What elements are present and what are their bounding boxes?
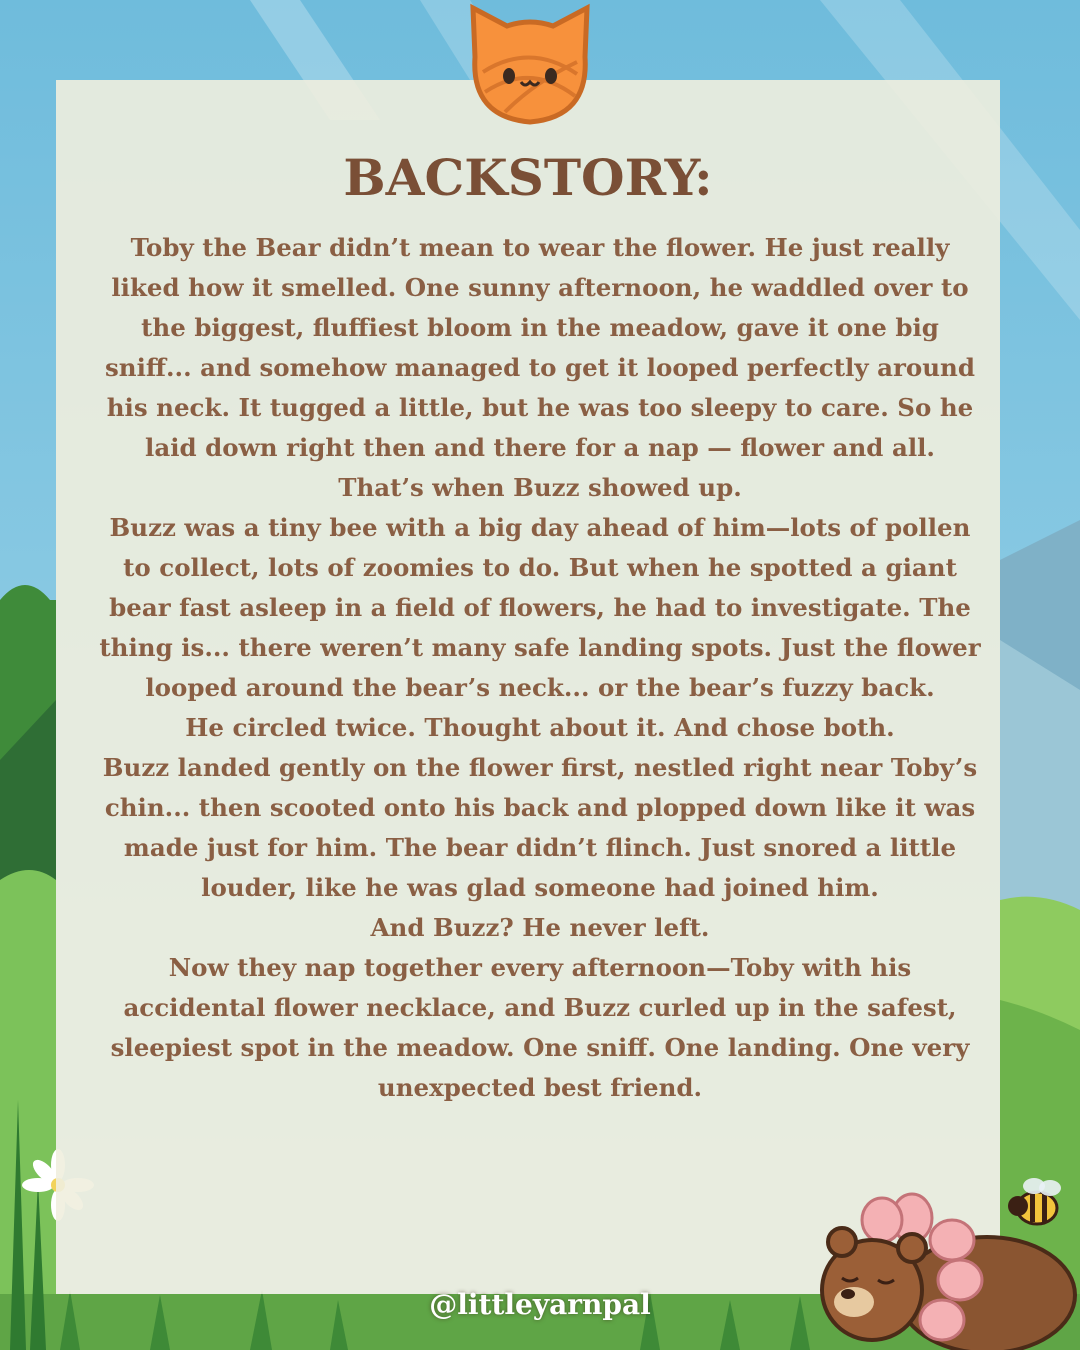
story-paragraph: Buzz landed gently on the flower first, nestled right near Toby’s chin... then scooted onto his back and plopped down like it was made just for him. The bear didn’t flinch. Just snored a little louder, like he was glad someone had joined him.	[102, 753, 978, 902]
sleeping-bear-with-bee-icon	[812, 1170, 1080, 1350]
story-paragraph: Toby the Bear didn’t mean to wear the flower. He just really liked how it smelled. One sunny afternoon, he waddled over to the biggest, fluffiest bloom in the meadow, gave it one big sniff... and somehow managed to get it looped perfectly around his neck. It tugged a little, but he was too sleepy to care. So he laid down right then and there for a nap — flower and all.	[105, 233, 975, 462]
story-paragraph: And Buzz? He never left.	[370, 913, 710, 942]
cat-yarn-ball-logo	[465, 2, 595, 127]
page-title: BACKSTORY:	[343, 148, 713, 207]
social-handle: @littleyarnpal	[429, 1288, 651, 1321]
story-paragraph: He circled twice. Thought about it. And chose both.	[185, 713, 895, 742]
story-text	[96, 228, 984, 1108]
story-paragraph: That’s when Buzz showed up.	[338, 473, 742, 502]
story-paragraph: Buzz was a tiny bee with a big day ahead of him—lots of pollen to collect, lots of zoomies to do. But when he spotted a giant bear fast asleep in a field of flowers, he had to investigate. The thing is... there weren’t many safe landing spots. Just the flower looped around the bear’s neck... or the bear’s fuzzy back.	[99, 513, 981, 702]
story-paragraph: Now they nap together every afternoon—Toby with his accidental flower necklace, and Buzz curled up in the safest, sleepiest spot in the meadow. One sniff. One landing. One very unexpected best friend.	[110, 953, 970, 1102]
